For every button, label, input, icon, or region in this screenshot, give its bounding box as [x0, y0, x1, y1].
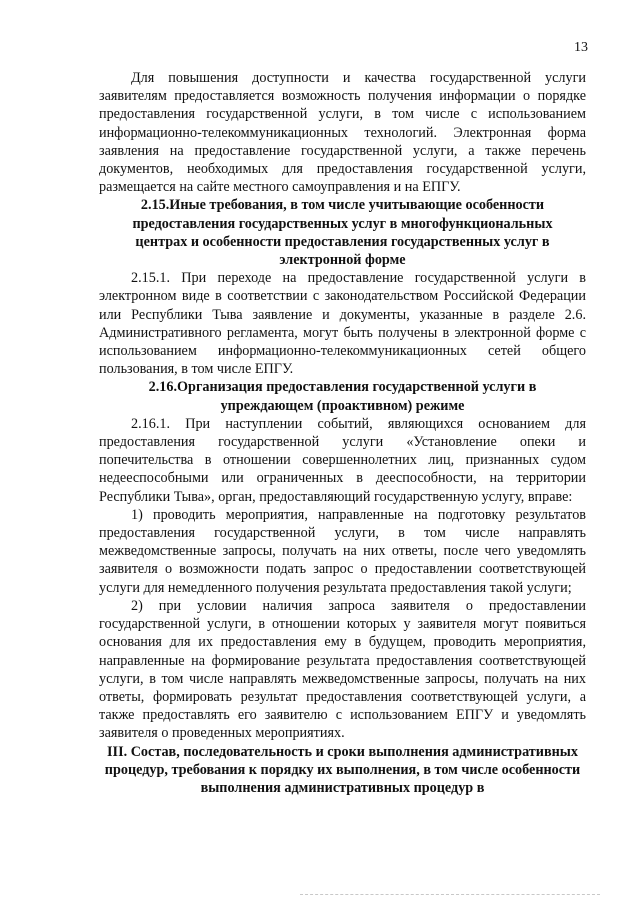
scan-edge-line — [300, 894, 600, 895]
page-number: 13 — [574, 40, 588, 55]
list-item-1: 1) проводить мероприятия, направленные на подготовку результатов предоставления государственной услуги, в том числе направлять межведомственные запросы, получать на них ответы, после чего уведомлять заявителя о возможности подать запрос о предоставлении соответствующей услуги для немедленного получения результата предоставления такой услуги; — [99, 506, 586, 596]
heading-section-2-16: 2.16.Организация предоставления государственной услуги в упреждающем (проактивном) режиме — [148, 379, 537, 414]
document-body — [99, 69, 586, 797]
paragraph-2-15-1: 2.15.1. При переходе на предоставление государственной услуги в электронном виде в соответствии с законодательством Российской Федерации или Республики Тыва заявление и документы, указанные в разделе 2.6. Административного регламента, могут быть получены в электронной форме с использованием информационно-телекоммуникационных сетей общего пользования, в том числе ЕПГУ. — [99, 270, 586, 378]
heading-section-2-15: 2.15.Иные требования, в том числе учитывающие особенности предоставления государственных услуг в многофункциональных центрах и особенности предоставления государственных услуг в электронной форме — [132, 197, 553, 269]
paragraph-2-16-1: 2.16.1. При наступлении событий, являющихся основанием для предоставления государственной услуги «Установление опеки и попечительства в отношении совершеннолетних лиц, признанных судом недееспособными или ограниченных в дееспособности, на территории Республики Тыва», орган, предоставляющий государственную услугу, вправе: — [99, 415, 586, 505]
paragraph-info-access: Для повышения доступности и качества государственной услуги заявителям предоставляется возможность получения информации о порядке предоставления государственной услуги, в том числе с использованием информационно-телекоммуникационных технологий. Электронная форма заявления на предоставление государственной услуги, а также перечень документов, необходимых для предоставления государственной услуги, размещается на сайте местного самоуправления и на ЕПГУ. — [99, 70, 586, 196]
heading-section-3: III. Состав, последовательность и сроки выполнения административных процедур, требования к порядку их выполнения, в том числе особенности выполнения административных процедур в — [104, 743, 581, 796]
list-item-2: 2) при условии наличия запроса заявителя о предоставлении государственной услуги, в отношении которых у заявителя могут появиться основания для их предоставления ему в будущем, проводить мероприятия, направленные на формирование результата предоставления соответствующей услуги, в том числе направлять межведомственные запросы, получать на них ответы, формировать результат предоставления соответствующей услуги, а также предоставлять его заявителю с использованием ЕПГУ и уведомлять заявителя о проведенных мероприятиях. — [99, 597, 586, 742]
